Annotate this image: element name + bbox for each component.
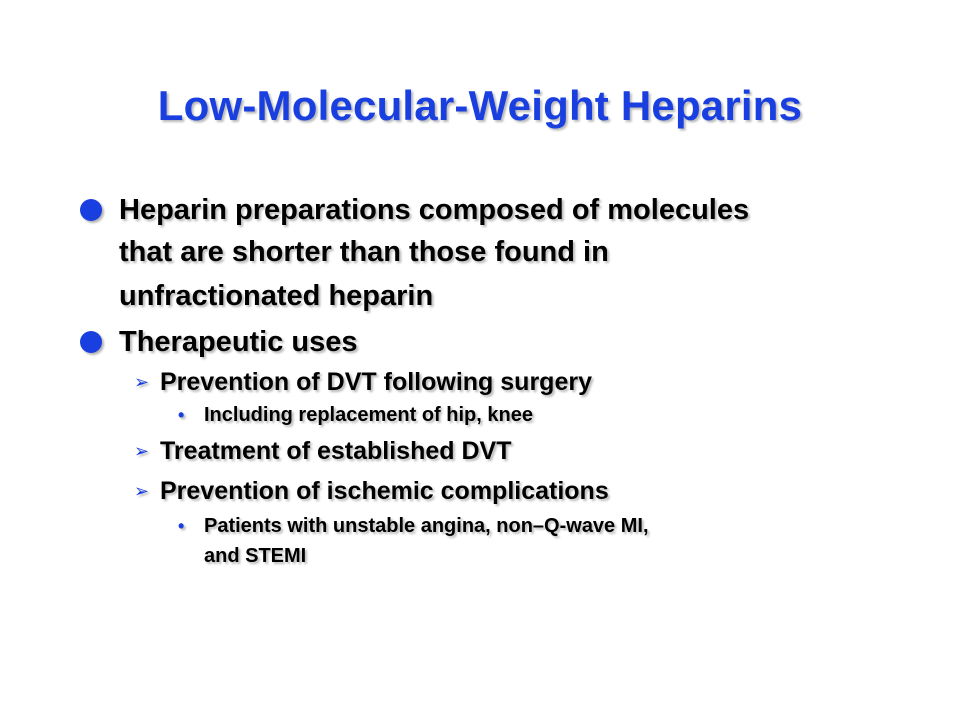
sub1-text: Prevention of DVT following surgery bbox=[160, 368, 592, 396]
sub3-text: Prevention of ischemic complications bbox=[160, 477, 609, 505]
level1-bullet-icon bbox=[80, 331, 102, 353]
dot-bullet-icon: • bbox=[178, 405, 185, 425]
arrow-bullet-icon: ➢ bbox=[134, 441, 150, 461]
arrow-bullet-icon: ➢ bbox=[134, 481, 150, 501]
level1-bullet-icon bbox=[80, 199, 102, 221]
bullet1-line3: unfractionated heparin bbox=[119, 280, 434, 312]
bullet1-line1: Heparin preparations composed of molecules bbox=[119, 194, 750, 226]
subsub3-line2: and STEMI bbox=[204, 545, 307, 567]
subsub3-line1: Patients with unstable angina, non–Q-wave MI, bbox=[204, 515, 649, 537]
bullet1-line2: that are shorter than those found in bbox=[119, 236, 609, 268]
slide-title: Low-Molecular-Weight Heparins bbox=[157, 82, 803, 129]
subsub1-text: Including replacement of hip, knee bbox=[204, 404, 533, 426]
bullet2-text: Therapeutic uses bbox=[119, 326, 358, 358]
dot-bullet-icon: • bbox=[178, 516, 185, 536]
sub2-text: Treatment of established DVT bbox=[160, 437, 512, 465]
arrow-bullet-icon: ➢ bbox=[134, 372, 150, 392]
